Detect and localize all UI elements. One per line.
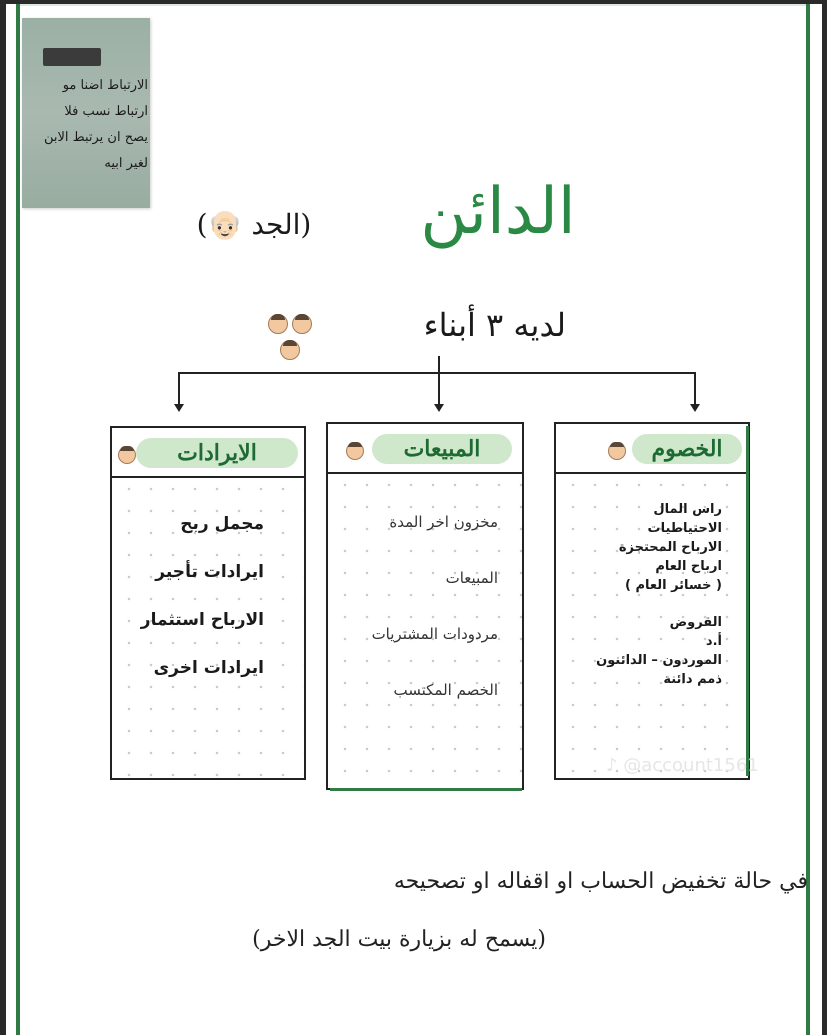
son-face-icon [280, 340, 300, 360]
notes-page [6, 4, 822, 1035]
left-green-border [16, 4, 20, 1035]
arrow-down-icon [690, 404, 700, 412]
arrow-down-icon [174, 404, 184, 412]
list-item: ( خسائر العام ) [625, 578, 722, 593]
tree-branch-left [178, 372, 180, 406]
sales-box [326, 422, 524, 790]
list-item: القروض [669, 615, 722, 630]
list-item: ايرادات تأجير [155, 562, 264, 582]
list-item: الاحتياطيات [647, 521, 722, 536]
son-face-icon [268, 314, 288, 334]
revenues-list [141, 512, 264, 704]
list-item: الارباح استثمار [140, 610, 264, 630]
note-line: الارتباط اضنا مو [62, 78, 148, 93]
note-line: ارتباط نسب فلا [64, 104, 148, 119]
tree-horizontal-line [178, 372, 696, 374]
liabilities-box-body [556, 474, 748, 778]
liabilities-box [554, 422, 750, 780]
list-item: مخزون اخر المدة [389, 513, 498, 531]
sales-title: المبيعات [372, 434, 512, 464]
revenues-box [110, 426, 306, 780]
son-face-icon [346, 442, 364, 460]
list-item: ذمم دائنة [663, 672, 722, 687]
note-line: يصح ان يرتبط الابن [43, 130, 148, 145]
tree-branch-center [438, 356, 440, 406]
sons-faces [268, 314, 328, 366]
top-divider [20, 4, 806, 6]
liabilities-box-header [556, 424, 748, 474]
note-text [26, 73, 148, 177]
list-item: أ.د [705, 634, 722, 649]
sticky-note [22, 18, 150, 208]
son-face-icon [118, 446, 136, 464]
revenues-title: الايرادات [136, 438, 298, 468]
list-item: ارباح العام [655, 559, 722, 574]
revenues-box-body [112, 478, 304, 778]
note-tape [43, 48, 101, 66]
footer-line-2: (يسمح له بزيارة بيت الجد الاخر) [252, 927, 546, 952]
sales-list [372, 510, 498, 734]
page-subtitle: (الجد 👴🏻) [196, 208, 312, 241]
sales-box-shadow [330, 788, 522, 791]
list-item: الموردون – الدائنون [596, 653, 722, 668]
sales-box-header [328, 424, 522, 474]
list-item: راس المال [653, 502, 722, 517]
tree-branch-right [694, 372, 696, 406]
note-line: لغير ابيه [104, 156, 148, 171]
list-item: الارباح المحتجزة [618, 540, 722, 555]
page-title: الدائن [420, 175, 576, 249]
arrow-down-icon [434, 404, 444, 412]
footer-line-1: في حالة تخفيض الحساب او اقفاله او تصحيحه [393, 869, 808, 894]
sons-heading: لديه ٣ أبناء [423, 306, 566, 344]
list-item: مردودات المشتريات [371, 625, 498, 643]
revenues-box-header [112, 428, 304, 478]
watermark: ♪ @account1561 [606, 755, 759, 776]
list-item: مجمل ربح [180, 514, 264, 534]
liabilities-box-shadow [746, 426, 749, 776]
son-face-icon [608, 442, 626, 460]
son-face-icon [292, 314, 312, 334]
list-item: الخصم المكتسب [393, 681, 498, 699]
sales-box-body [328, 474, 522, 788]
list-item: المبيعات [445, 569, 498, 587]
list-item: ايرادات اخرى [153, 658, 264, 678]
liabilities-title: الخصوم [632, 434, 742, 464]
liabilities-list [596, 500, 722, 689]
